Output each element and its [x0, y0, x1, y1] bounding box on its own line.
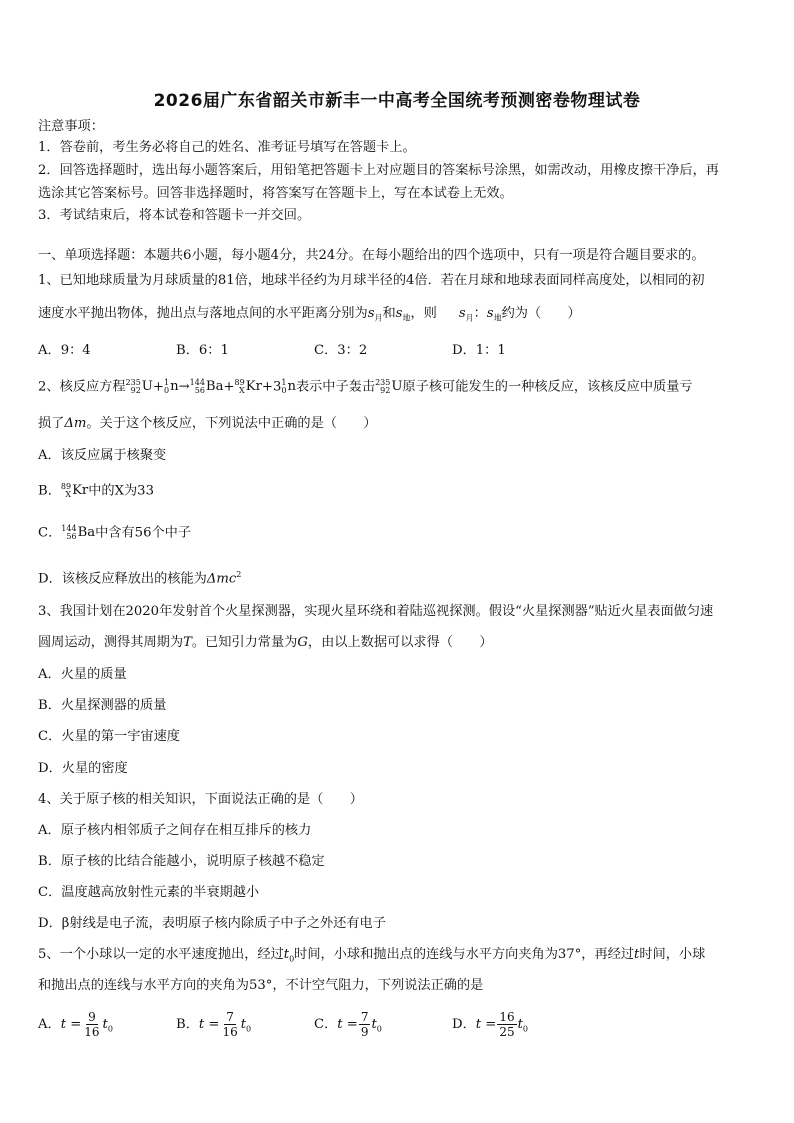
- t-var: t: [634, 947, 640, 962]
- notice-item-3: 3．考试结束后，将本试卷和答题卡一并交回。: [38, 208, 311, 223]
- q1-colon: ：: [473, 306, 487, 321]
- q2-text-mid: 表示中子轰击: [295, 379, 376, 395]
- q1-text-a: 速度水平抛出物体，抛出点与落地点间的水平距离分别为: [38, 306, 368, 321]
- sub-moon: 月: [374, 313, 383, 323]
- q5-stem-line2: 和抛出点的连线与水平方向的夹角为53°，不计空气阻力，下列说法正确的是: [38, 978, 484, 993]
- s-var: s: [486, 306, 494, 321]
- coef: 3: [272, 379, 282, 395]
- q1-text-end: 约为（ ）: [501, 306, 581, 321]
- notice-item-1: 1．答卷前，考生务必将自己的姓名、准考证号填写在答题卡上。: [38, 140, 416, 155]
- q2-option-d[interactable]: D．该核反应释放出的核能为Δmc$^2$: [38, 570, 242, 587]
- q2-option-c[interactable]: C． 144 56 Ba中含有56个中子: [38, 523, 192, 541]
- q2-text-pre: 2、核反应方程: [38, 379, 126, 395]
- q4-option-b[interactable]: B．原子核的比结合能越小，说明原子核越不稳定: [38, 854, 325, 869]
- s-var: s: [395, 306, 403, 321]
- q3-option-d[interactable]: D．火星的密度: [38, 761, 128, 776]
- sub-earth: 地: [493, 313, 502, 323]
- delta-mc: Δmc: [206, 571, 237, 587]
- q1-text-b: ，则: [410, 306, 437, 321]
- q4-option-d[interactable]: D．β射线是电子流，表明原子核内除质子中子之外还有电子: [38, 916, 386, 931]
- q2-text-post: 原子核可能发生的一种核反应，该核反应中质量亏: [402, 379, 693, 395]
- nuclide-neutron: 1 0 n: [163, 377, 179, 395]
- q2-option-a[interactable]: A．该反应属于核聚变: [38, 448, 167, 463]
- nuclide-u235: 235 92 U: [125, 377, 153, 395]
- q3-option-a[interactable]: A．火星的质量: [38, 667, 127, 682]
- q5-option-c[interactable]: C．t = $\frac{7}{9}$ $t_0$: [314, 1009, 382, 1039]
- section-heading: 一、单项选择题：本题共6小题，每小题4分，共24分。在每小题给出的四个选项中，只有一项是符合题目要求的。: [38, 248, 705, 263]
- q1-stem-line1: 1、已知地球质量为月球质量的81倍，地球半径约为月球半径的4倍．若在月球和地球表面同样高度处，以相同的初: [38, 273, 705, 288]
- delta-m: Δm: [64, 416, 87, 431]
- page-title: 2026届广东省韶关市新丰一中高考全国统考预测密卷物理试卷: [153, 91, 641, 111]
- notice-heading: 注意事项：: [38, 119, 104, 134]
- q1-stem-line2: [38, 305, 760, 328]
- q5-stem-line1: 5、一个小球以一定的水平速度抛出，经过$t_0$时间，小球和抛出点的连线与水平方向夹角为37°，再经过t时间，小球: [38, 947, 706, 964]
- q1-option-d[interactable]: D．1：1: [452, 343, 506, 358]
- q2-option-b[interactable]: B． 89 X Kr中的X为33: [38, 481, 154, 499]
- q1-option-c[interactable]: C．3：2: [314, 343, 368, 358]
- period-t: T: [183, 635, 192, 650]
- nuclide-kr89: 89 X Kr: [234, 377, 262, 395]
- q2-stem-line2: 损了Δm。关于这个核反应，下列说法中正确的是（ ）: [38, 416, 377, 431]
- nuclide-kr89: 89 X Kr: [60, 481, 89, 499]
- nuclide-ba144: 144 56 Ba: [61, 523, 96, 541]
- nuclide-ba144: 144 56 Ba: [189, 377, 224, 395]
- q2-stem-line1: 2、核反应方程 235 92 U+ 1 0 n→ 144 56 Ba+ 89 X Kr+3 1 0 n表示中子轰击 235 92 U原子核可能发生的一种核反应，该核反应中质量亏: [38, 377, 693, 395]
- q3-stem-line1: 3、我国计划在2020年发射首个火星探测器，实现火星环绕和着陆巡视探测。假设“火星探测器”贴近火星表面做匀速: [38, 604, 714, 619]
- q1-option-a[interactable]: A．9：4: [38, 343, 91, 358]
- q1-option-b[interactable]: B．6：1: [176, 343, 229, 358]
- q5-option-b[interactable]: B．t = $\frac{7}{16}$ $t_0$: [176, 1009, 252, 1039]
- q1-and: 和: [382, 306, 396, 321]
- s-var: s: [367, 306, 375, 321]
- q1-options: [38, 342, 760, 360]
- nuclide-neutron: 1 0 n: [281, 377, 296, 395]
- sub-earth: 地: [402, 313, 411, 323]
- q5-options: [38, 1006, 760, 1042]
- notice-item-2-cont: 选涂其它答案标号。回答非选择题时，将答案写在答题卡上，写在本试卷上无效。: [38, 186, 513, 201]
- q4-option-c[interactable]: C．温度越高放射性元素的半衰期越小: [38, 885, 260, 900]
- q5-option-a[interactable]: A．t = $\frac{9}{16}$ $t_0$: [38, 1009, 113, 1039]
- nuclide-u235: 235 92 U: [375, 377, 403, 395]
- q3-option-b[interactable]: B．火星探测器的质量: [38, 698, 167, 713]
- q4-option-a[interactable]: A．原子核内相邻质子之间存在相互排斥的核力: [38, 823, 312, 838]
- notice-item-2: 2．回答选择题时，选出每小题答案后，用铅笔把答题卡上对应题目的答案标号涂黑，如需改动，用橡皮擦干净后，再: [38, 163, 719, 178]
- s-var: s: [458, 306, 466, 321]
- gravity-g: G: [297, 635, 308, 650]
- sub-moon: 月: [465, 313, 474, 323]
- t0-var: t: [283, 947, 290, 962]
- q3-stem-line2: 圆周运动，测得其周期为T。已知引力常量为G，由以上数据可以求得（ ）: [38, 635, 493, 650]
- q4-stem: 4、关于原子核的相关知识，下面说法正确的是（ ）: [38, 792, 363, 807]
- q5-option-d[interactable]: D．t = $\frac{16}{25}$ $t_0$: [452, 1009, 528, 1039]
- q3-option-c[interactable]: C．火星的第一宇宙速度: [38, 729, 180, 744]
